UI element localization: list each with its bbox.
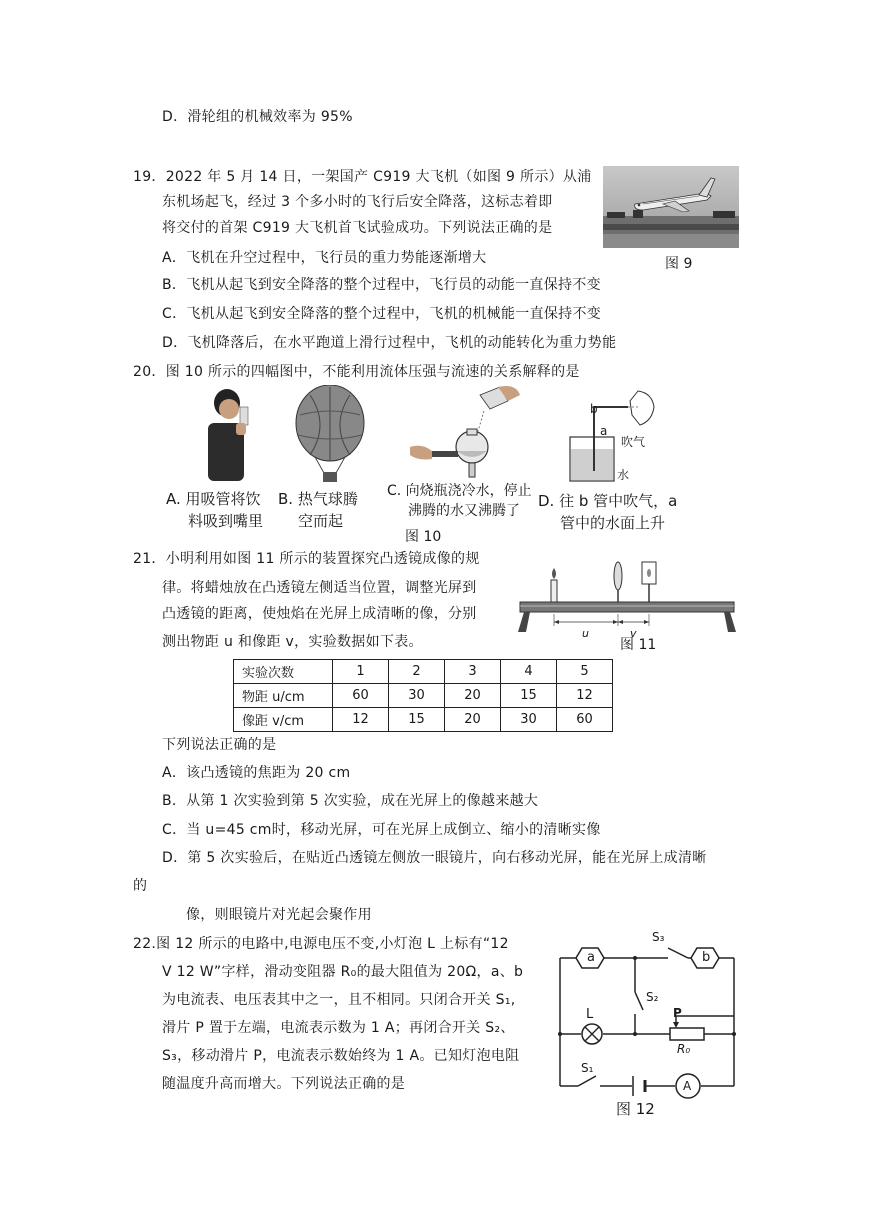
q22-stem-line2: V 12 W”字样，滑动变阻器 R₀的最大阻值为 20Ω，a、b [162, 964, 524, 980]
q22-stem-line4: 滑片 P 置于左端，电流表示数为 1 A；再闭合开关 S₂、 [162, 1020, 515, 1036]
figure-12-rheostat-label: R₀ [677, 1042, 691, 1056]
figure-10a-boy-drinking [208, 389, 248, 481]
figure-10c-caption-line2: 沸腾的水又沸腾了 [408, 503, 520, 519]
q21-option-d-cont: 像，则眼镜片对光起会聚作用 [186, 907, 372, 923]
q18-option-d: D．滑轮组的机械效率为 95% [162, 109, 353, 125]
table-row [234, 708, 613, 732]
figure-10d-label-b: b [590, 402, 598, 416]
table-cell: 4 [501, 660, 557, 684]
figure-10b-caption-line2: 空而起 [298, 512, 344, 530]
table-cell: 1 [333, 660, 389, 684]
table-cell: 15 [501, 684, 557, 708]
table-header-image-distance: 像距 v/cm [234, 708, 333, 732]
q19-option-d: D．飞机降落后，在水平跑道上滑行过程中，飞机的动能转化为重力势能 [162, 335, 617, 351]
q22-stem-line5: S₃，移动滑片 P，电流表示数始终为 1 A。已知灯泡电阻 [162, 1048, 520, 1064]
q21-prompt: 下列说法正确的是 [162, 737, 277, 753]
table-header-trial: 实验次数 [234, 660, 333, 684]
figure-10d-label-blow: 吹气 [621, 435, 646, 449]
q22-stem-line3: 为电流表、电压表其中之一，且不相同。只闭合开关 S₁, [162, 992, 516, 1008]
q19-option-b: B．飞机从起飞到安全降落的整个过程中，飞行员的动能一直保持不变 [162, 277, 601, 293]
table-row [234, 684, 613, 708]
q21-stem-line2: 律。将蜡烛放在凸透镜左侧适当位置，调整光屏到 [162, 580, 477, 596]
table-cell: 12 [557, 684, 613, 708]
q19-stem-line1: 19．2022 年 5 月 14 日，一架国产 C919 大飞机（如图 9 所示）从浦 [133, 169, 592, 185]
table-header-object-distance: 物距 u/cm [234, 684, 333, 708]
table-cell: 20 [445, 684, 501, 708]
figure-10d-caption-line1: D. 往 b 管中吹气，a [538, 492, 678, 510]
figure-12-slider-label: P [673, 1006, 682, 1020]
figure-10-caption: 图 10 [405, 529, 442, 545]
q20-stem: 20．图 10 所示的四幅图中，不能利用流体压强与流速的关系解释的是 [133, 364, 580, 380]
q22-stem-line6: 随温度升高而增大。下列说法正确的是 [162, 1076, 406, 1092]
figure-9-airplane-photo [603, 166, 739, 248]
figure-11-optical-bench [514, 558, 740, 642]
q21-stem-line3: 凸透镜的距离，使烛焰在光屏上成清晰的像，分别 [162, 606, 477, 622]
table-cell: 30 [501, 708, 557, 732]
figure-12-caption: 图 12 [616, 1100, 655, 1118]
q21-data-table [233, 659, 613, 732]
table-cell: 5 [557, 660, 613, 684]
table-cell: 12 [333, 708, 389, 732]
figure-11-caption: 图 11 [620, 637, 657, 653]
figure-9-caption: 图 9 [665, 256, 693, 272]
q21-stem-line4: 测出物距 u 和像距 v，实验数据如下表。 [162, 634, 423, 650]
table-cell: 3 [445, 660, 501, 684]
figure-11-label-v: v [630, 627, 637, 640]
table-cell: 15 [389, 708, 445, 732]
q21-option-d-wrap: 的 [133, 878, 148, 894]
figure-12-ammeter-label: A [683, 1079, 692, 1093]
figure-12-lamp-label: L [586, 1007, 594, 1022]
figure-12-switch-s2-label: S₂ [646, 990, 659, 1004]
figure-10b-hot-air-balloon [296, 385, 364, 482]
q21-option-c: C．当 u=45 cm时，移动光屏，可在光屏上成倒立、缩小的清晰实像 [162, 822, 601, 838]
figure-12-meter-b-label: b [702, 950, 711, 965]
table-cell: 30 [389, 684, 445, 708]
figure-10b-caption-line1: B. 热气球腾 [278, 490, 358, 508]
q19-stem-line3: 将交付的首架 C919 大飞机首飞试验成功。下列说法正确的是 [162, 220, 553, 236]
table-cell: 60 [333, 684, 389, 708]
figure-10d-label-a: a [600, 424, 608, 438]
q21-option-a: A．该凸透镜的焦距为 20 cm [162, 765, 351, 781]
table-cell: 20 [445, 708, 501, 732]
q19-stem-line2: 东机场起飞，经过 3 个多小时的飞行后安全降落，这标志着即 [162, 194, 553, 210]
q22-stem-line1: 22.图 12 所示的电路中,电源电压不变,小灯泡 L 上标有“12 [133, 936, 509, 952]
figure-12-switch-s3-label: S₃ [652, 930, 665, 944]
q19-option-a: A．飞机在升空过程中，飞行员的重力势能逐渐增大 [162, 250, 487, 266]
q21-option-b: B．从第 1 次实验到第 5 次实验，成在光屏上的像越来越大 [162, 793, 539, 809]
figure-12-switch-s1-label: S₁ [581, 1061, 594, 1075]
q21-option-d: D．第 5 次实验后，在贴近凸透镜左侧放一眼镜片，向右移动光屏，能在光屏上成清晰 [162, 850, 707, 866]
table-cell: 60 [557, 708, 613, 732]
figure-10c-caption-line1: C. 向烧瓶浇冷水，停止 [387, 483, 532, 499]
figure-12-meter-a-label: a [587, 950, 595, 965]
figure-10d-caption-line2: 管中的水面上升 [560, 514, 666, 532]
figure-10c-flask-cold-water [410, 386, 520, 477]
figure-12-circuit [548, 930, 748, 1100]
table-row [234, 660, 613, 684]
table-cell: 2 [389, 660, 445, 684]
figure-11-label-u: u [582, 627, 589, 640]
q19-option-c: C．飞机从起飞到安全降落的整个过程中，飞机的机械能一直保持不变 [162, 306, 602, 322]
q21-stem-line1: 21．小明利用如图 11 所示的装置探究凸透镜成像的规 [133, 551, 480, 567]
figure-10d-label-water: 水 [617, 468, 630, 482]
figure-10a-caption-line2: 料吸到嘴里 [188, 512, 264, 530]
figure-10a-caption-line1: A. 用吸管将饮 [166, 490, 261, 508]
